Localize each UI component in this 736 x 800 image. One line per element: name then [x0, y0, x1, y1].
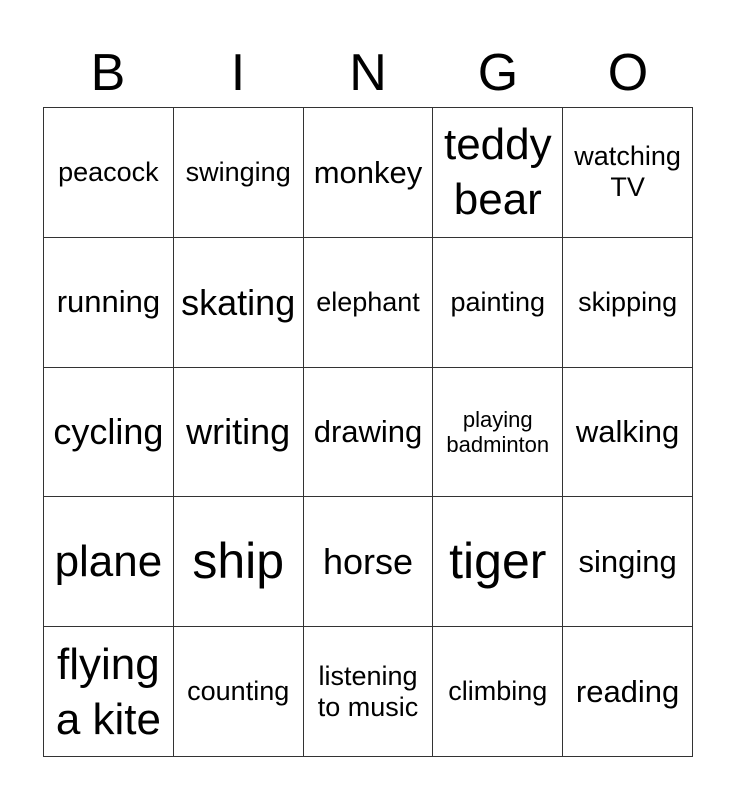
- cell-text: teddy bear: [443, 120, 552, 225]
- header-letter-n: N: [349, 44, 387, 102]
- cell-text: flying a kite: [55, 639, 161, 744]
- bingo-cell[interactable]: [433, 497, 563, 627]
- bingo-cell[interactable]: [563, 368, 693, 498]
- cell-text: playing badminton: [446, 406, 550, 457]
- bingo-cell[interactable]: [44, 368, 174, 498]
- cell-text: plane: [54, 537, 163, 587]
- cell-text: swinging: [185, 156, 291, 187]
- cell-text: skipping: [578, 286, 678, 317]
- bingo-card: [43, 107, 693, 757]
- bingo-cell[interactable]: [433, 627, 563, 757]
- bingo-cell[interactable]: [44, 627, 174, 757]
- cell-text: writing: [186, 411, 291, 453]
- bingo-cell[interactable]: [304, 497, 434, 627]
- bingo-cell[interactable]: [44, 497, 174, 627]
- header-letter-g: G: [477, 44, 519, 102]
- cell-text: listening to music: [317, 660, 419, 722]
- cell-text: walking: [575, 414, 680, 450]
- cell-text: elephant: [316, 286, 420, 317]
- cell-text: climbing: [448, 676, 548, 707]
- cell-text: reading: [575, 673, 680, 709]
- cell-text: counting: [187, 676, 290, 707]
- bingo-cell[interactable]: [433, 108, 563, 238]
- cell-text: tiger: [449, 533, 547, 590]
- bingo-cell[interactable]: [174, 368, 304, 498]
- bingo-cell[interactable]: [563, 108, 693, 238]
- cell-text: painting: [450, 286, 546, 317]
- bingo-cell[interactable]: [563, 238, 693, 368]
- bingo-cell[interactable]: [304, 238, 434, 368]
- bingo-cell[interactable]: [433, 238, 563, 368]
- cell-text: ship: [192, 533, 285, 590]
- bingo-cell[interactable]: [433, 368, 563, 498]
- cell-text: running: [56, 284, 161, 320]
- cell-text: watching TV: [574, 141, 681, 203]
- bingo-cell[interactable]: [44, 108, 174, 238]
- cell-text: skating: [181, 281, 296, 323]
- header-letter-i: I: [230, 44, 246, 102]
- cell-text: singing: [578, 543, 677, 579]
- cell-text: drawing: [313, 414, 423, 450]
- bingo-cell[interactable]: [304, 627, 434, 757]
- bingo-cell[interactable]: [304, 368, 434, 498]
- cell-text: peacock: [58, 156, 159, 187]
- bingo-header: [43, 42, 693, 104]
- bingo-cell[interactable]: [304, 108, 434, 238]
- header-letter-o: O: [607, 44, 649, 102]
- cell-text: cycling: [53, 411, 164, 453]
- bingo-cell[interactable]: [174, 497, 304, 627]
- bingo-cell[interactable]: [174, 238, 304, 368]
- bingo-cell[interactable]: [563, 497, 693, 627]
- cell-text: horse: [322, 541, 414, 583]
- bingo-cell[interactable]: [174, 108, 304, 238]
- bingo-cell[interactable]: [174, 627, 304, 757]
- bingo-cell[interactable]: [44, 238, 174, 368]
- cell-text: monkey: [313, 154, 423, 190]
- header-letter-b: B: [90, 44, 126, 102]
- bingo-cell[interactable]: [563, 627, 693, 757]
